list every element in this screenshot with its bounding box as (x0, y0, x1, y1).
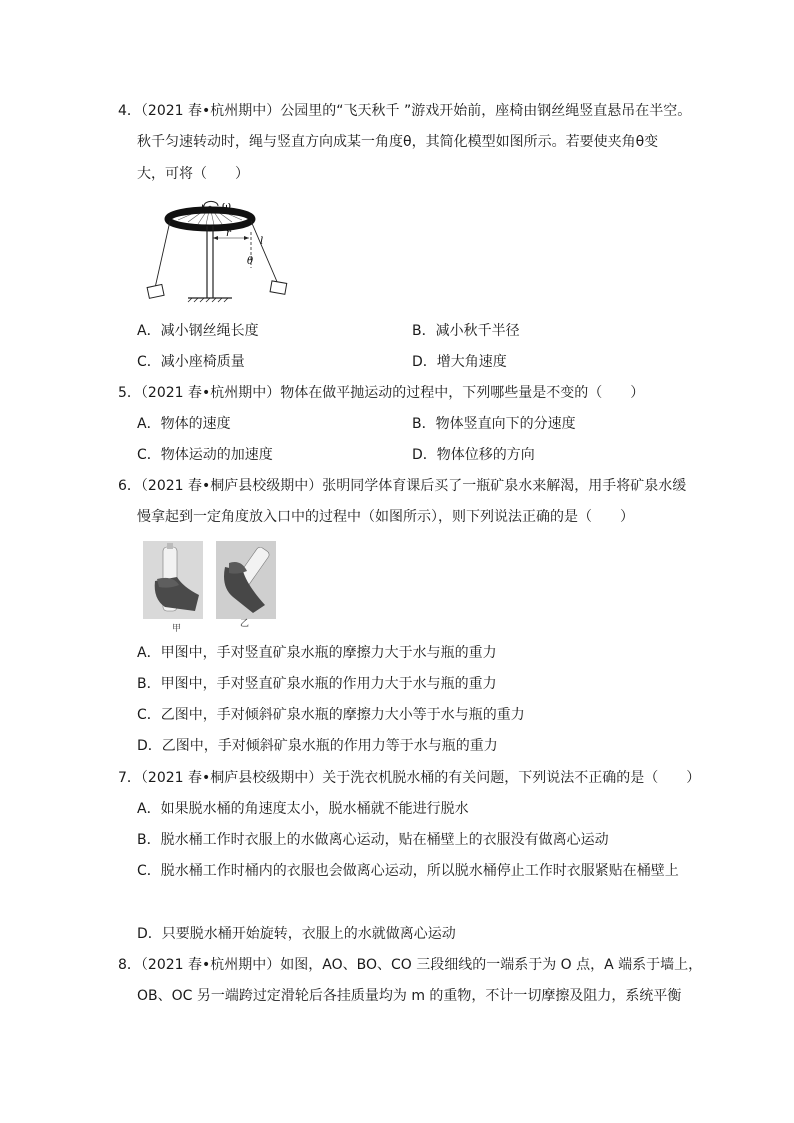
q4-stem-line-2: 秋千匀速转动时，绳与竖直方向成某一角度θ，其简化模型如图所示。若要使夹角θ变 (137, 134, 659, 150)
theta-label: θ (247, 256, 254, 267)
q6-option-a: A．甲图中，手对竖直矿泉水瓶的摩擦力大于水与瓶的重力 (137, 645, 497, 661)
q4-option-b: B．减小秋千半径 (412, 323, 520, 339)
flying-swing-diagram (140, 192, 300, 312)
q6-stem-line-2: 慢拿起到一定角度放入口中的过程中（如图所示），则下列说法正确的是（ ） (137, 509, 634, 525)
caption-yi: 乙 (240, 619, 250, 629)
q4-number: 4． (118, 103, 141, 119)
q4-option-d: D．增大角速度 (412, 354, 507, 370)
q5-option-d: D．物体位移的方向 (412, 447, 535, 463)
caption-jia: 甲 (172, 624, 182, 634)
q7-number: 7． (118, 770, 141, 786)
q8-number: 8． (118, 957, 141, 973)
q5-option-b: B．物体竖直向下的分速度 (412, 416, 576, 432)
q5-option-a: A．物体的速度 (137, 416, 231, 432)
q5-stem-line-1: 5．（2021 春•杭州期中）物体在做平抛运动的过程中，下列哪些量是不变的（ ） (118, 385, 645, 401)
q7-option-d: D．只要脱水桶开始旋转，衣服上的水就做离心运动 (137, 926, 456, 942)
q6-number: 6． (118, 478, 141, 494)
omega-label: ω (222, 199, 231, 212)
q6-stem-line-1: 6．（2021 春•桐庐县校级期中）张明同学体育课后买了一瓶矿泉水来解渴，用手将矿泉水缓 (118, 478, 687, 494)
q8-stem-line-2: OB、OC 另一端跨过定滑轮后各挂质量均为 m 的重物，不计一切摩擦及阻力，系统平衡 (137, 988, 682, 1004)
q6-option-c: C．乙图中，手对倾斜矿泉水瓶的摩擦力大小等于水与瓶的重力 (137, 707, 525, 723)
r-label: r (226, 228, 231, 239)
seat-left (147, 284, 164, 298)
l-label: l (260, 236, 264, 247)
q4-stem-line-1: 4．（2021 春•杭州期中）公园里的“飞天秋千 ”游戏开始前，座椅由钢丝绳竖直悬吊在半空。 (118, 103, 692, 119)
q5-option-c: C．物体运动的加速度 (137, 447, 273, 463)
water-bottle-photos (143, 541, 279, 621)
q7-stem-line-1: 7．（2021 春•桐庐县校级期中）关于洗衣机脱水桶的有关问题，下列说法不正确的是（ ） (118, 770, 701, 786)
q4-stem-line-3: 大，可将（ ） (137, 166, 249, 182)
q5-number: 5． (118, 385, 141, 401)
q7-option-b: B．脱水桶工作时衣服上的水做离心运动，贴在桶壁上的衣服没有做离心运动 (137, 832, 609, 848)
rotation-arrow-icon (204, 201, 218, 206)
q7-option-c: C．脱水桶工作时桶内的衣服也会做离心运动，所以脱水桶停止工作时衣服紧贴在桶壁上 (137, 863, 679, 879)
q4-option-a: A．减小钢丝绳长度 (137, 323, 259, 339)
q4-option-c: C．减小座椅质量 (137, 354, 245, 370)
seat-right (270, 281, 287, 294)
q8-stem-line-1: 8．（2021 春•杭州期中）如图，AO、BO、CO 三段细线的一端系于为 O 点，A 端系于墙上， (118, 957, 703, 973)
q6-option-d: D．乙图中，手对倾斜矿泉水瓶的作用力等于水与瓶的重力 (137, 738, 498, 754)
q7-option-a: A．如果脱水桶的角速度太小，脱水桶就不能进行脱水 (137, 801, 469, 817)
q6-option-b: B．甲图中，手对竖直矿泉水瓶的作用力大于水与瓶的重力 (137, 676, 497, 692)
